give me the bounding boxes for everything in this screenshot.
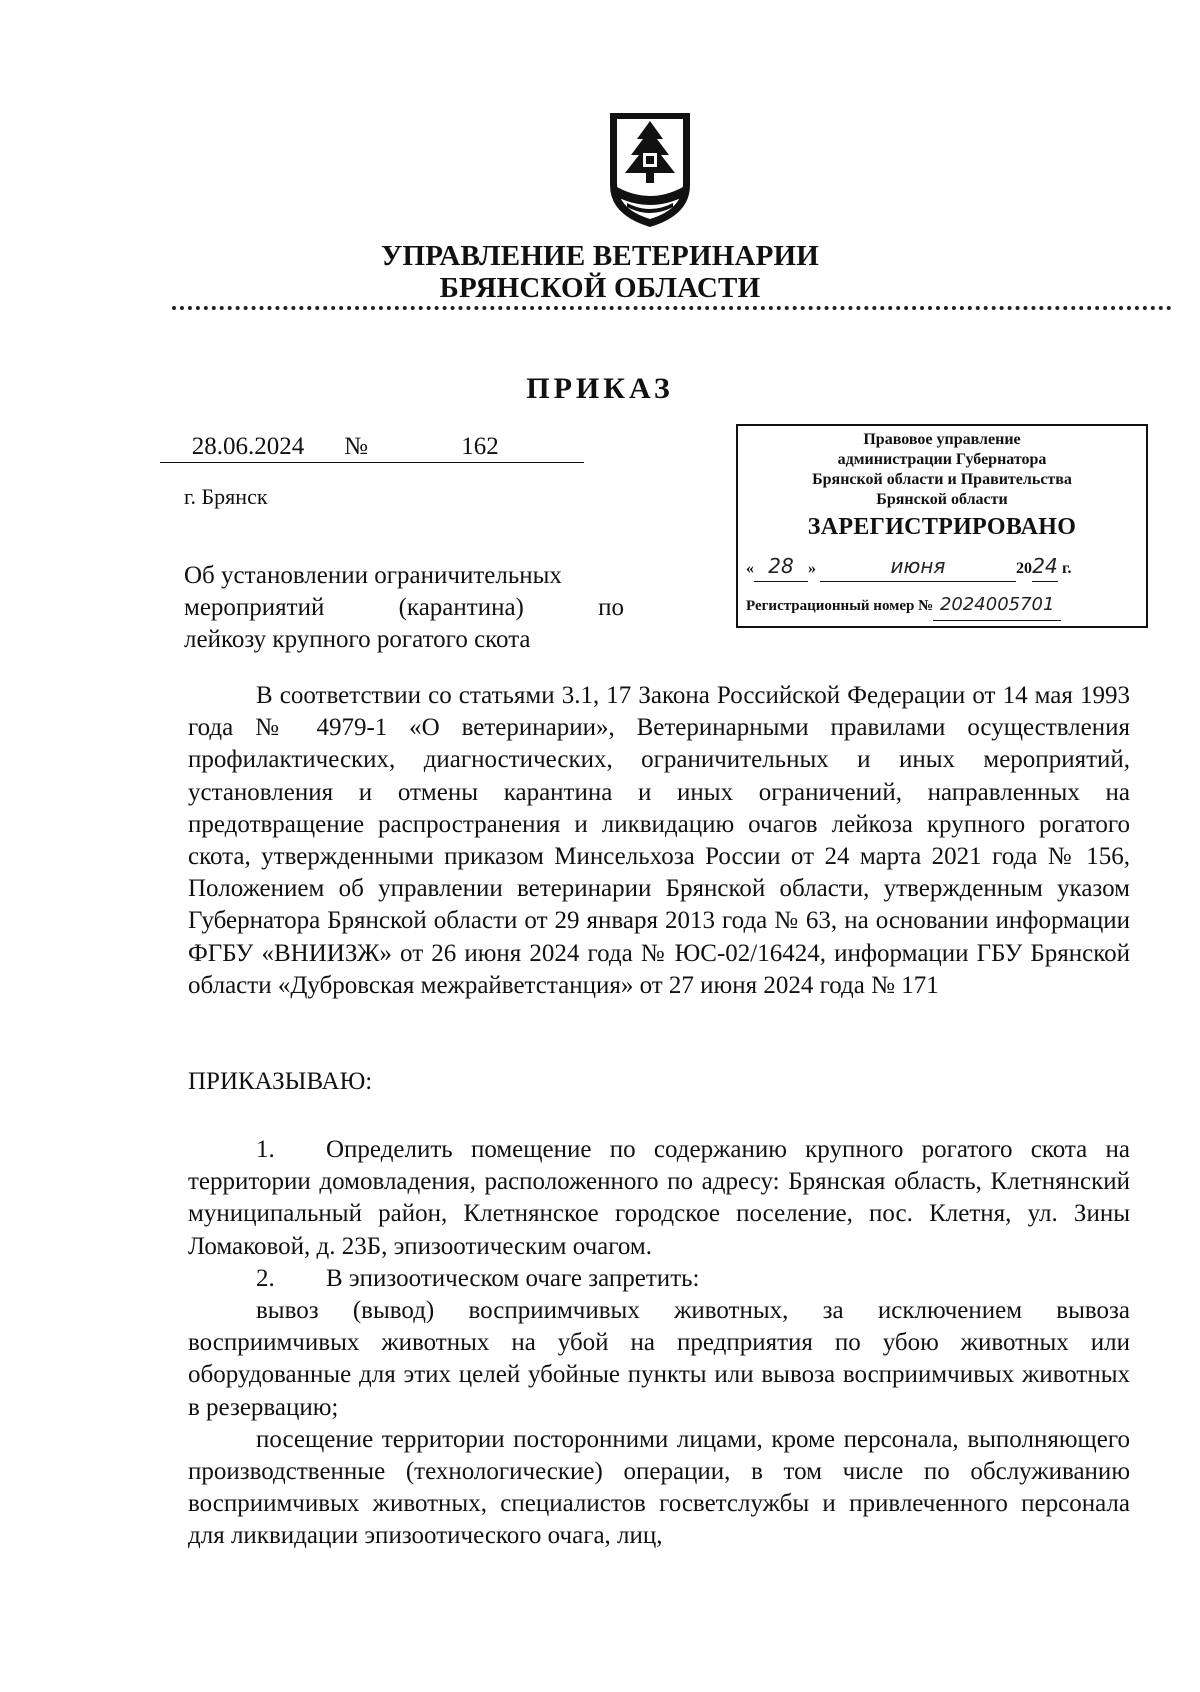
stamp-date-row — [746, 551, 1138, 582]
stamp-year-suffix: 24 — [1032, 551, 1058, 582]
registration-stamp — [736, 424, 1148, 628]
order-date: 28.06.2024 — [160, 432, 336, 463]
order-number: 162 — [376, 432, 584, 463]
city-label: г. Брянск — [184, 484, 268, 509]
order-items — [188, 1134, 1130, 1553]
stamp-reg-label: Регистрационный номер № — [746, 598, 934, 614]
item-1-number: 1. — [256, 1136, 275, 1163]
organization-name-line2: БРЯНСКОЙ ОБЛАСТИ — [439, 272, 761, 304]
document-type-title: ПРИКАЗ — [526, 372, 674, 405]
stamp-year-g: г. — [1062, 560, 1072, 577]
order-word: ПРИКАЗЫВАЮ: — [188, 1068, 373, 1095]
item-2 — [188, 1263, 1130, 1295]
item-2-subitem-a: вывоз (вывод) восприимчивых животных, за исключением вывоза восприимчивых животных на убой на предприятия по убою животных или оборудованные для этих целей убойные пункты или вывоза восприимчивых животных в резервацию; — [188, 1297, 1130, 1421]
item-2-text: В эпизоотическом очаге запретить: — [326, 1264, 700, 1292]
item-2-subitem-b: посещение территории посторонними лицами, кроме персонала, выполняющего производственные (технологические) операции, в том числе по обслуживанию восприимчивых животных, специалистов госветслужбы и привлеченного персонала для ликвидации эпизоотического очага, лиц, — [188, 1425, 1130, 1550]
subject-line2: мероприятий (карантина) по — [184, 594, 624, 621]
item-1-text: Определить помещение по содержанию крупного рогатого скота на территории домовладения, расположенного по адресу: Брянская область, Клетнянский муниципальный район, Клетнянское городское поселение, пос. Клетня, ул. Зины Ломаковой, д. 23Б, эпизоотическим очагом. — [188, 1136, 1130, 1260]
stamp-line1: Правовое управление — [863, 431, 1021, 448]
item-2-number: 2. — [256, 1264, 275, 1292]
item-1 — [188, 1134, 1130, 1263]
stamp-open-quote: « — [746, 560, 754, 577]
organization-name-line1: УПРАВЛЕНИЕ ВЕТЕРИНАРИИ — [380, 240, 820, 272]
date-number-line — [160, 432, 584, 463]
preamble-text: В соответствии со статьями 3.1, 17 Закона Российской Федерации от 14 мая 1993 года № 4979-1 «О ветеринарии», Ветеринарными правилами осуществления профилактических, диагностических, ограничительных и иных мероприятий, установления и отмены карантина и иных ограничений, направленных на предотвращение распространения и ликвидацию очагов лейкоза крупного рогатого скота, утвержденными приказом Минсельхоза России от 24 марта 2021 года № 156, Положением об управлении ветеринарии Брянской области, утвержденным указом Губернатора Брянской области от 29 января 2013 года № 63, на основании информации ФГБУ «ВНИИЗЖ» от 26 июня 2024 года № ЮС-02/16424, информации ГБУ Брянской области «Дубровская межрайветстанция» от 27 июня 2024 года № 171 — [188, 682, 1130, 999]
stamp-month: июня — [820, 551, 1016, 582]
subject-line1: Об установлении ограничительных — [184, 562, 562, 589]
stamp-close-quote: » — [808, 560, 816, 577]
coat-of-arms-emblem — [605, 105, 695, 235]
stamp-line2: администрации Губернатора — [837, 451, 1047, 468]
dotted-divider — [172, 306, 1172, 310]
stamp-line4: Брянской области — [876, 491, 1008, 508]
stamp-reg-row — [746, 590, 1138, 621]
stamp-registered: ЗАРЕГИСТРИРОВАНО — [807, 514, 1077, 540]
stamp-day: 28 — [754, 551, 808, 582]
order-subject — [184, 560, 624, 656]
stamp-year-prefix: 20 — [1016, 560, 1032, 577]
number-sign: № — [336, 432, 376, 463]
stamp-reg-number: 2024005701 — [933, 590, 1061, 621]
subject-line3: лейкозу крупного рогатого скота — [184, 626, 531, 653]
preamble-paragraph — [188, 680, 1130, 1002]
stamp-line3: Брянской области и Правительства — [812, 471, 1072, 488]
